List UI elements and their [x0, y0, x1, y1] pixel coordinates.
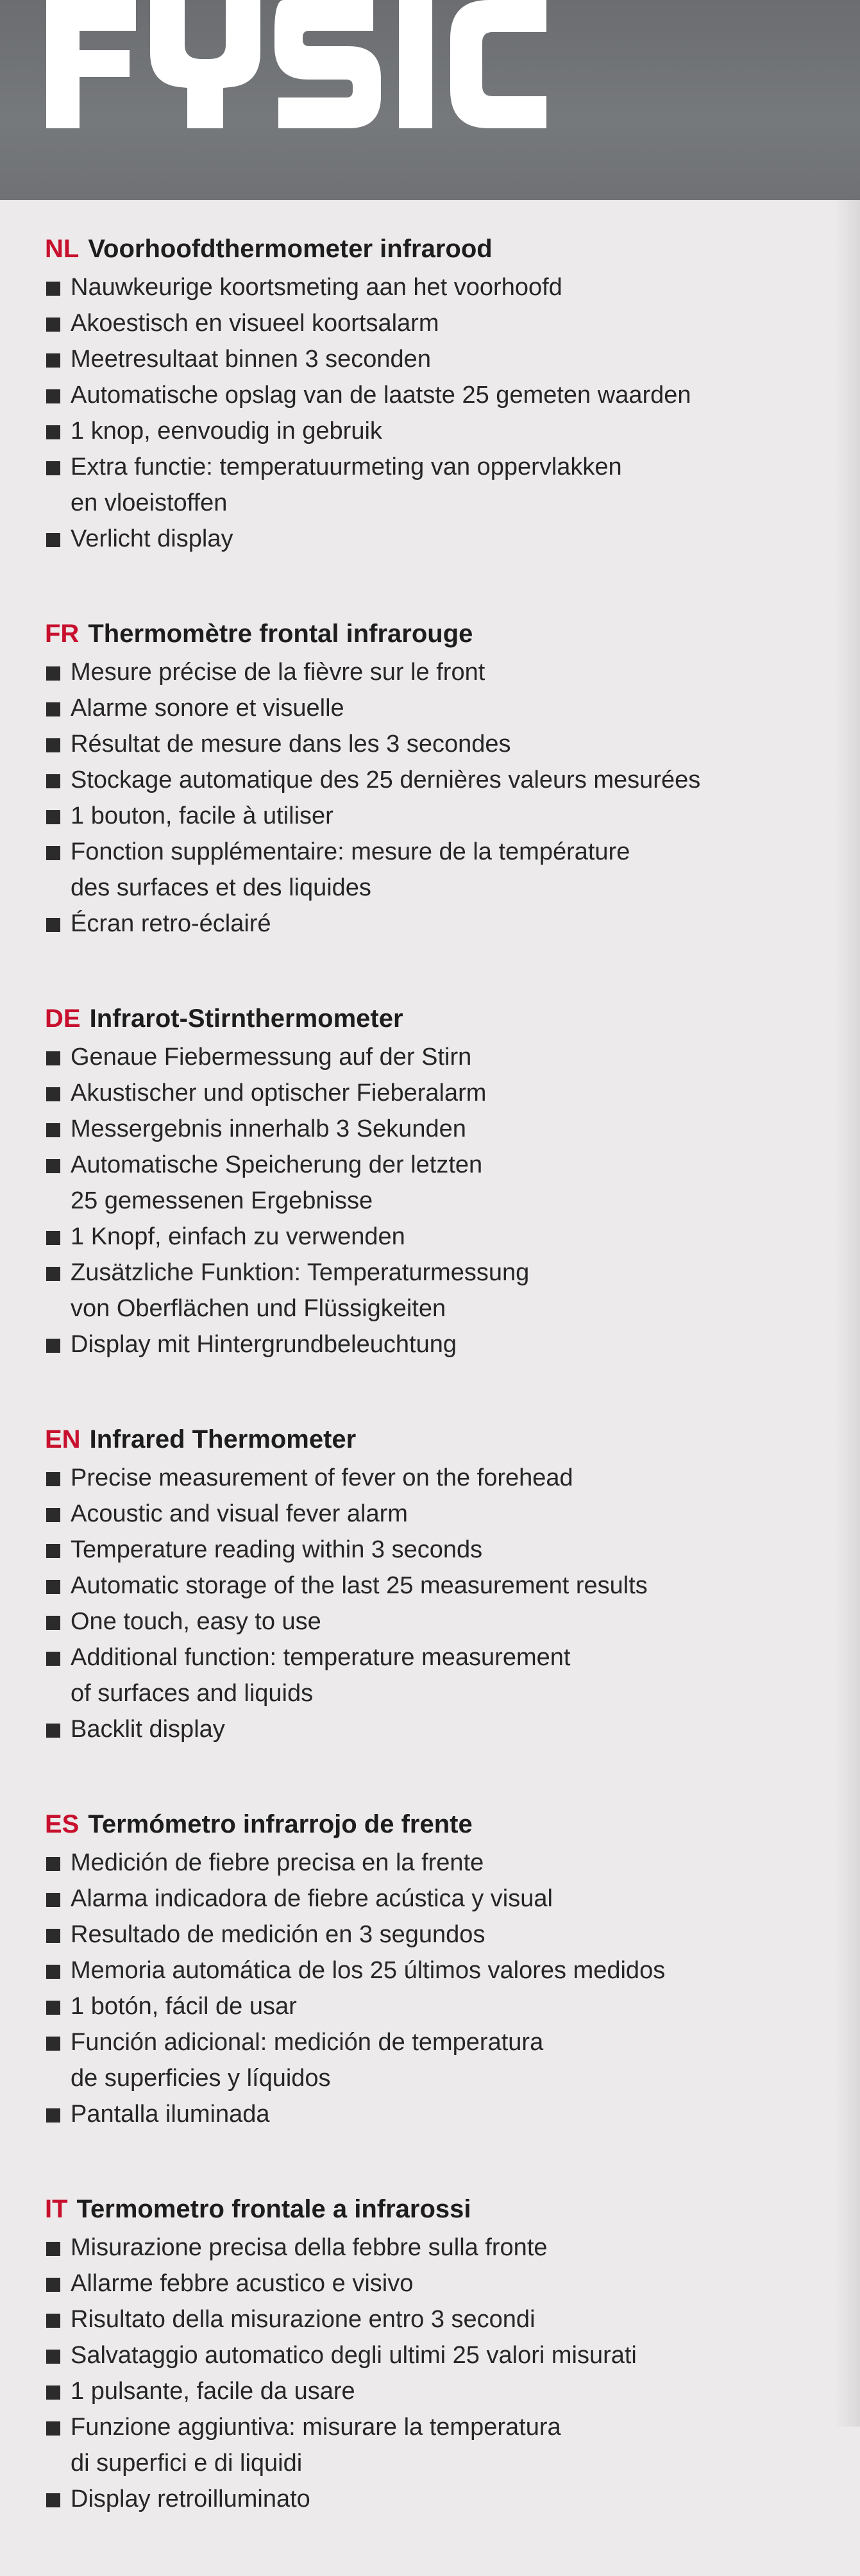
- section-de: [45, 1001, 827, 1362]
- feature-text: Automatische opslag van de laatste 25 gemeten waarden: [71, 382, 691, 409]
- language-code: FR: [45, 620, 80, 648]
- section-title: [45, 1806, 827, 1842]
- feature-text: Akoestisch en visueel koortsalarm: [71, 310, 439, 337]
- brand-header: [0, 0, 860, 200]
- square-bullet-icon: [46, 282, 60, 296]
- square-bullet-icon: [46, 846, 60, 860]
- feature-item: [45, 1532, 827, 1568]
- square-bullet-icon: [46, 738, 60, 752]
- feature-text: Display retroilluminato: [71, 2486, 310, 2512]
- feature-item: [45, 2409, 827, 2481]
- feature-text: 1 botón, fácil de usar: [71, 1993, 297, 2020]
- square-bullet-icon: [46, 1472, 60, 1486]
- feature-text: Salvataggio automatico degli ultimi 25 valori misurati: [71, 2342, 637, 2369]
- feature-item: [45, 798, 827, 834]
- square-bullet-icon: [46, 1231, 60, 1245]
- square-bullet-icon: [46, 1580, 60, 1594]
- feature-item: [45, 1953, 827, 1988]
- square-bullet-icon: [46, 1652, 60, 1666]
- square-bullet-icon: [46, 774, 60, 788]
- square-bullet-icon: [46, 2278, 60, 2292]
- feature-item: [45, 1845, 827, 1881]
- feature-item: [45, 305, 827, 341]
- feature-item: [45, 1988, 827, 2024]
- feature-item: [45, 521, 827, 557]
- feature-text: Akustischer und optischer Fieberalarm: [71, 1080, 487, 1106]
- feature-list: [45, 269, 827, 557]
- feature-item: [45, 726, 827, 762]
- feature-text: Allarme febbre acustico e visivo: [71, 2270, 414, 2297]
- feature-text: Résultat de mesure dans les 3 secondes: [71, 731, 511, 758]
- feature-item: [45, 2301, 827, 2337]
- feature-item: [45, 1219, 827, 1255]
- feature-text: Extra functie: temperatuurmeting van oppervlakken: [71, 453, 622, 480]
- section-it: [45, 2191, 827, 2517]
- feature-item: [45, 1496, 827, 1532]
- feature-text: 1 pulsante, facile da usare: [71, 2378, 355, 2405]
- feature-item: [45, 2373, 827, 2409]
- fysic-logo-mark: [40, 0, 566, 135]
- feature-item: [45, 1640, 827, 1711]
- square-bullet-icon: [46, 1508, 60, 1522]
- feature-text: Acoustic and visual fever alarm: [71, 1500, 408, 1527]
- square-bullet-icon: [46, 702, 60, 716]
- feature-item: [45, 1711, 827, 1747]
- feature-text-continued: of surfaces and liquids: [71, 1680, 314, 1707]
- section-title: [45, 1421, 827, 1457]
- feature-text-continued: di superfici e di liquidi: [71, 2450, 303, 2477]
- feature-list: [45, 654, 827, 942]
- feature-text-continued: des surfaces et des liquides: [71, 874, 371, 901]
- feature-text: Funzione aggiuntiva: misurare la temperatura: [71, 2414, 561, 2441]
- feature-text: Función adicional: medición de temperatura: [71, 2029, 544, 2056]
- square-bullet-icon: [46, 2037, 60, 2051]
- page-edge-shadow: [834, 200, 860, 2427]
- feature-item: [45, 1568, 827, 1604]
- feature-item: [45, 449, 827, 521]
- square-bullet-icon: [46, 389, 60, 403]
- feature-text: Automatic storage of the last 25 measurement results: [71, 1572, 648, 1599]
- square-bullet-icon: [46, 1123, 60, 1137]
- feature-item: [45, 2024, 827, 2096]
- feature-text: Display mit Hintergrundbeleuchtung: [71, 1331, 457, 1358]
- square-bullet-icon: [46, 2385, 60, 2400]
- feature-item: [45, 341, 827, 377]
- section-heading: Voorhoofdthermometer infrarood: [88, 235, 493, 263]
- feature-item: [45, 834, 827, 906]
- section-heading: Thermomètre frontal infrarouge: [88, 620, 473, 648]
- square-bullet-icon: [46, 533, 60, 547]
- feature-text-continued: de superficies y líquidos: [71, 2065, 331, 2092]
- section-title: [45, 231, 827, 267]
- square-bullet-icon: [46, 1857, 60, 1871]
- feature-item: [45, 690, 827, 726]
- feature-list: [45, 1460, 827, 1747]
- feature-list: [45, 1039, 827, 1362]
- feature-text: 1 knop, eenvoudig in gebruik: [71, 418, 382, 445]
- square-bullet-icon: [46, 810, 60, 824]
- feature-item: [45, 906, 827, 942]
- section-title: [45, 2191, 827, 2227]
- feature-text: Medición de fiebre precisa en la frente: [71, 1849, 484, 1876]
- product-features: [45, 231, 827, 2576]
- square-bullet-icon: [46, 1544, 60, 1558]
- square-bullet-icon: [46, 1087, 60, 1101]
- section-es: [45, 1806, 827, 2132]
- square-bullet-icon: [46, 461, 60, 475]
- section-heading: Infrarot-Stirnthermometer: [89, 1004, 403, 1033]
- feature-text: Temperature reading within 3 seconds: [71, 1536, 483, 1563]
- feature-text: Memoria automática de los 25 últimos valores medidos: [71, 1957, 666, 1984]
- language-code: DE: [45, 1004, 81, 1033]
- brand-logo: [40, 0, 566, 135]
- feature-item: [45, 1917, 827, 1953]
- language-code: IT: [45, 2195, 68, 2223]
- section-heading: Termómetro infrarrojo de frente: [88, 1810, 473, 1838]
- feature-item: [45, 654, 827, 690]
- section-fr: [45, 616, 827, 942]
- feature-item: [45, 1326, 827, 1362]
- square-bullet-icon: [46, 2242, 60, 2256]
- feature-text: Risultato della misurazione entro 3 secondi: [71, 2306, 535, 2333]
- feature-text: Mesure précise de la fièvre sur le front: [71, 659, 485, 686]
- feature-item: [45, 413, 827, 449]
- feature-item: [45, 2481, 827, 2517]
- feature-text: Meetresultaat binnen 3 seconden: [71, 346, 431, 373]
- feature-text: Additional function: temperature measurement: [71, 1644, 571, 1671]
- language-code: ES: [45, 1810, 80, 1838]
- feature-item: [45, 1039, 827, 1075]
- feature-text: Backlit display: [71, 1716, 225, 1743]
- feature-text: 1 Knopf, einfach zu verwenden: [71, 1223, 405, 1250]
- feature-item: [45, 1604, 827, 1640]
- feature-item: [45, 1147, 827, 1219]
- square-bullet-icon: [46, 2108, 60, 2123]
- square-bullet-icon: [46, 2314, 60, 2328]
- section-title: [45, 616, 827, 652]
- square-bullet-icon: [46, 1965, 60, 1979]
- feature-text-continued: en vloeistoffen: [71, 489, 228, 516]
- feature-text: Precise measurement of fever on the forehead: [71, 1464, 573, 1491]
- square-bullet-icon: [46, 1724, 60, 1738]
- feature-item: [45, 2096, 827, 2132]
- square-bullet-icon: [46, 1616, 60, 1630]
- square-bullet-icon: [46, 353, 60, 368]
- feature-text: Zusätzliche Funktion: Temperaturmessung: [71, 1259, 530, 1286]
- feature-item: [45, 1881, 827, 1917]
- language-code: EN: [45, 1425, 81, 1453]
- feature-item: [45, 1255, 827, 1326]
- section-heading: Termometro frontale a infrarossi: [76, 2195, 471, 2223]
- feature-text: Alarma indicadora de fiebre acústica y visual: [71, 1885, 553, 1912]
- feature-text: Genaue Fiebermessung auf der Stirn: [71, 1044, 472, 1071]
- feature-item: [45, 1460, 827, 1496]
- feature-item: [45, 1111, 827, 1147]
- feature-item: [45, 377, 827, 413]
- feature-text-continued: von Oberflächen und Flüssigkeiten: [71, 1295, 446, 1322]
- section-title: [45, 1001, 827, 1037]
- square-bullet-icon: [46, 666, 60, 681]
- square-bullet-icon: [46, 2001, 60, 2015]
- square-bullet-icon: [46, 918, 60, 932]
- feature-text: Alarme sonore et visuelle: [71, 695, 344, 722]
- square-bullet-icon: [46, 2350, 60, 2364]
- square-bullet-icon: [46, 1051, 60, 1065]
- feature-item: [45, 269, 827, 305]
- feature-list: [45, 2230, 827, 2517]
- square-bullet-icon: [46, 1339, 60, 1353]
- feature-text: Écran retro-éclairé: [71, 910, 271, 937]
- feature-text: Misurazione precisa della febbre sulla fronte: [71, 2234, 548, 2261]
- feature-item: [45, 2337, 827, 2373]
- feature-text: Fonction supplémentaire: mesure de la température: [71, 838, 630, 865]
- feature-text: Verlicht display: [71, 525, 233, 552]
- feature-text: One touch, easy to use: [71, 1608, 321, 1635]
- square-bullet-icon: [46, 1929, 60, 1943]
- feature-text-continued: 25 gemessenen Ergebnisse: [71, 1187, 373, 1214]
- language-code: NL: [45, 235, 80, 263]
- section-heading: Infrared Thermometer: [89, 1425, 357, 1453]
- feature-item: [45, 2266, 827, 2301]
- feature-text: Pantalla iluminada: [71, 2101, 270, 2128]
- square-bullet-icon: [46, 1159, 60, 1173]
- square-bullet-icon: [46, 318, 60, 332]
- square-bullet-icon: [46, 2493, 60, 2507]
- feature-text: Stockage automatique des 25 dernières valeurs mesurées: [71, 767, 701, 793]
- section-nl: [45, 231, 827, 557]
- square-bullet-icon: [46, 2421, 60, 2436]
- feature-item: [45, 1075, 827, 1111]
- square-bullet-icon: [46, 1267, 60, 1281]
- feature-text: Automatische Speicherung der letzten: [71, 1151, 483, 1178]
- feature-text: Messergebnis innerhalb 3 Sekunden: [71, 1115, 466, 1142]
- feature-text: Nauwkeurige koortsmeting aan het voorhoofd: [71, 274, 562, 301]
- square-bullet-icon: [46, 425, 60, 439]
- feature-text: 1 bouton, facile à utiliser: [71, 802, 333, 829]
- feature-list: [45, 1845, 827, 2132]
- section-en: [45, 1421, 827, 1747]
- square-bullet-icon: [46, 1893, 60, 1907]
- feature-item: [45, 762, 827, 798]
- feature-item: [45, 2230, 827, 2266]
- feature-text: Resultado de medición en 3 segundos: [71, 1921, 485, 1948]
